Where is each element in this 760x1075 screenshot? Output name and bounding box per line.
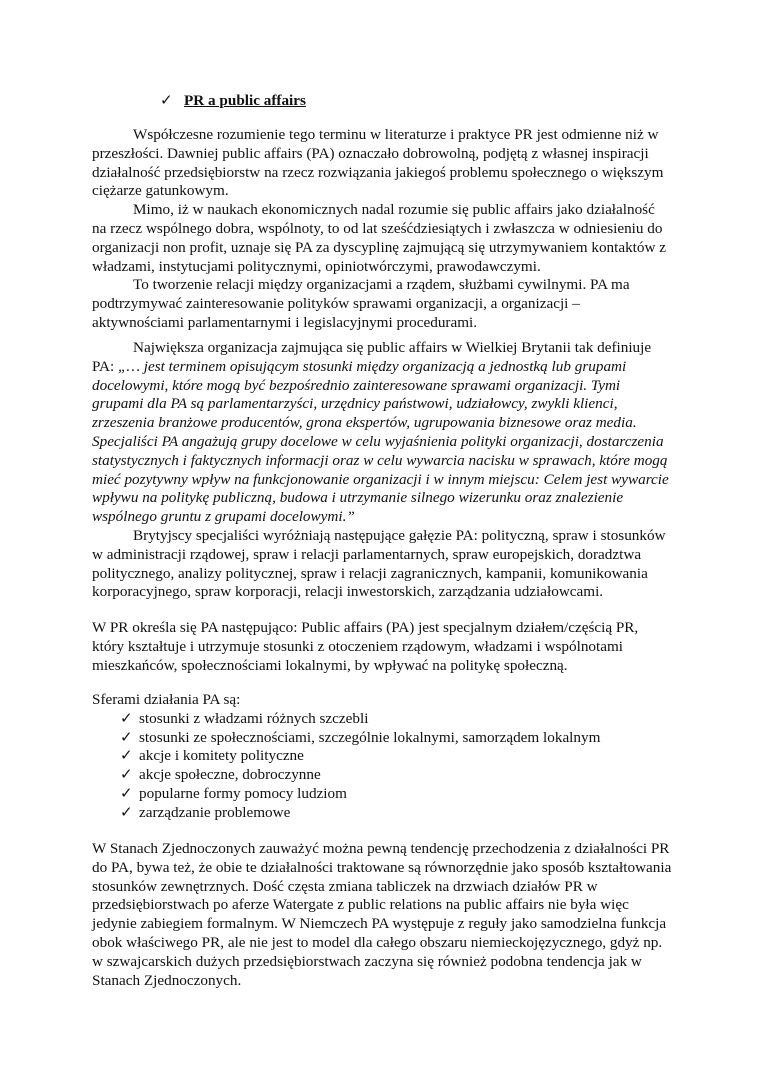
spheres-list: [92, 710, 672, 823]
list-item-text: popularne formy pomocy ludziom: [139, 784, 347, 802]
list-item: [92, 804, 672, 823]
section-heading: [160, 92, 306, 111]
list-item: [92, 785, 672, 804]
checkmark-icon: ✓: [120, 766, 133, 784]
list-item-text: stosunki z władzami różnych szczebli: [139, 709, 369, 727]
list-item-text: akcje i komitety polityczne: [139, 747, 304, 765]
pr-definition-block: [92, 619, 672, 675]
list-item-text: akcje społeczne, dobroczynne: [139, 766, 321, 784]
paragraph-relations: To tworzenie relacji między organizacjami a rządem, służbami cywilnymi. PA ma podtrzymywać zainteresowanie polityków sprawami organizacji, a organizacji – aktywnościami parlamentarnymi i legislacyjnymi procedurami.: [92, 276, 630, 331]
list-item-text: stosunki ze społecznościami, szczególnie lokalnymi, samorządem lokalnym: [139, 728, 601, 746]
section-title: PR a public affairs: [184, 92, 306, 109]
list-item: [92, 747, 672, 766]
usa-block: [92, 840, 672, 990]
checkmark-icon: ✓: [120, 709, 133, 727]
paragraph-usa: W Stanach Zjednoczonych zauważyć można pewną tendencję przechodzenia z działalności PR do PA, bywa też, że obie te działalności traktowane są równorzędnie jako sposób kształtowania stosunków zewnętrznych. Dość częsta zmiana tabliczek na drzwiach działów PR w przedsiębiorstwach po aferze Watergate z public relations na public affairs nie była więc jedynie zabiegiem formalnym. W Niemczech PA występuje z reguły jako samodzielna funkcja obok właściwego PR, ale nie jest to model dla całego obszaru niemieckojęzycznego, gdyż np. w szwajcarskich dużych przedsiębiorstwach zaczyna się również podobna tendencja jak w Stanach Zjednoczonych.: [92, 840, 672, 989]
paragraph-economics: Mimo, iż w naukach ekonomicznych nadal rozumie się public affairs jako działalność na rzecz wspólnego dobra, wspólnoty, to od lat sześćdziesiątych i zwłaszcza w odniesieniu do organizacji non profit, uznaje się PA za dyscyplinę zajmującą się utrzymywaniem kontaktów z władzami, instytucjami politycznymi, opiniotwórczymi, prawodawczymi.: [92, 201, 667, 275]
uk-lead: Największa organizacja zajmująca się public affairs w Wielkiej Brytanii tak definiuje PA:: [92, 339, 652, 375]
paragraph-pr-definition: W PR określa się PA następująco: Public affairs (PA) jest specjalnym działem/częścią PR, który kształtuje i utrzymuje stosunki z otoczeniem rządowym, władzami i wspólnotami mieszkańców, społecznościami lokalnymi, by wpływać na politykę społeczną.: [92, 619, 639, 674]
paragraph-uk-branches: Brytyjscy specjaliści wyróżniają następujące gałęzie PA: polityczną, spraw i stosunków w administracji rządowej, spraw i relacji parlamentarnych, spraw europejskich, doradztwa politycznego, analizy politycznej, spraw i relacji zagranicznych, kampanii, komunikowania korporacyjnego, spraw korporacji, relacji inwestorskich, zarządzania udziałowcami.: [92, 526, 666, 601]
list-item: [92, 729, 672, 748]
list-item-text: zarządzanie problemowe: [139, 803, 291, 821]
uk-block: [92, 339, 672, 602]
uk-quote: „… jest terminem opisującym stosunki między organizacją a jednostką lub grupami docelowymi, które mogą być bezpośrednio zainteresowane sprawami organizacji. Tymi grupami dla PA są parlamentarzyści, urzędnicy państwowi, udziałowcy, zwykli klienci, zrzeszenia branżowe producentów, grona ekspertów, ugrupowania biznesowe oraz media. Specjaliści PA angażują grupy docelowe w celu wyjaśnienia polityki organizacji, dostarczenia statystycznych i faktycznych informacji oraz w celu wywarcia nacisku w sprawach, które mogą mieć pozytywny wpływ na funkcjonowanie organizacji i w innym miejscu: Celem jest wywarcie wpływu na politykę publiczną, budowa i utrzymanie silnego wizerunku oraz znalezienie wspólnego gruntu z grupami docelowymi.”: [92, 357, 669, 526]
checkmark-icon: ✓: [120, 728, 133, 746]
intro-block: [92, 126, 672, 333]
paragraph-history: Współczesne rozumienie tego terminu w literaturze i praktyce PR jest odmienne niż w przeszłości. Dawniej public affairs (PA) oznaczało dobrowolną, podjętą z własnej inspiracji działalność przedsiębiorstw na rzecz rozwiązania jakiegoś problemu społecznego o większym ciężarze gatunkowym.: [92, 126, 664, 200]
spheres-block: [92, 691, 672, 823]
checkmark-icon: ✓: [120, 784, 133, 802]
paragraph-uk-definition: [92, 339, 672, 527]
checkmark-icon: ✓: [160, 92, 173, 109]
checkmark-icon: ✓: [120, 803, 133, 821]
list-item: [92, 710, 672, 729]
list-item: [92, 766, 672, 785]
spheres-lead: Sferami działania PA są:: [92, 691, 241, 708]
checkmark-icon: ✓: [120, 747, 133, 765]
